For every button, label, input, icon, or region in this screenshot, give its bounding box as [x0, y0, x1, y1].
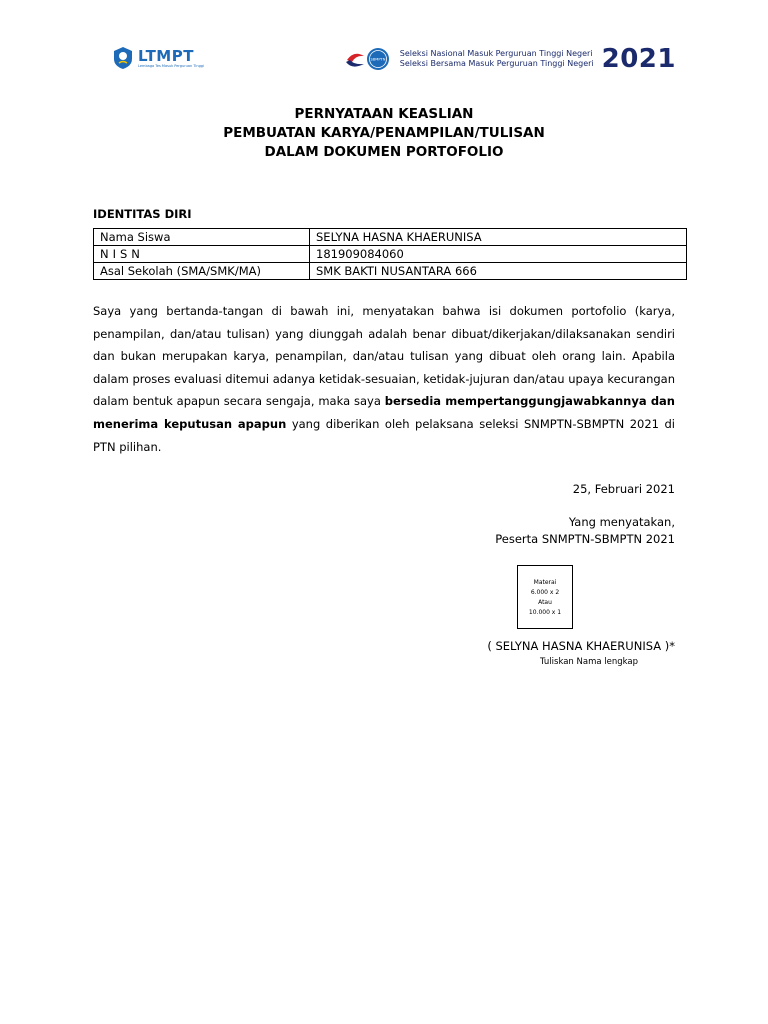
statement-bold-text: bersedia mempertanggungjawabkannya dan menerima keputusan apapun [93, 394, 675, 431]
name-value: SELYNA HASNA KHAERUNISA [310, 229, 687, 246]
header-year: 2021 [601, 44, 676, 74]
ltmpt-logo [112, 46, 204, 70]
nisn-value: 181909084060 [310, 246, 687, 263]
table-row [94, 229, 687, 246]
selection-names [400, 49, 594, 69]
name-label: Nama Siswa [94, 229, 310, 246]
signature-date: 25, Februari 2021 [572, 482, 675, 496]
signer-block [495, 514, 675, 548]
title-line-2: PEMBUATAN KARYA/PENAMPILAN/TULISAN [223, 125, 545, 141]
school-label: Asal Sekolah (SMA/SMK/MA) [94, 263, 310, 280]
tut-wuri-emblem-icon [112, 46, 134, 70]
stamp-line-3: Atau [538, 599, 552, 606]
title-line-1: PERNYATAAN KEASLIAN [294, 106, 474, 122]
stamp-placeholder [517, 565, 573, 629]
table-row [94, 246, 687, 263]
document-title [0, 105, 768, 162]
statement-paragraph [93, 300, 675, 458]
statement-text-1: Saya yang bertanda-tangan di bawah ini, menyatakan bahwa isi dokumen portofolio (karya, penampilan, dan/atau tulisan) yang diunggah adalah benar dibuat/dikerjakan/dilaksanakan sendiri dan bukan merupakan karya, penampilan, dan/atau tulisan yang dibuat oleh orang lain. Apabila dalam proses evaluasi ditemui adanya ketidak-sesuaian, ketidak-jujuran dan/atau upaya kecurangan dalam bentuk apapun secara sengaja, maka saya [93, 304, 676, 409]
signer-name: ( SELYNA HASNA KHAERUNISA )* [487, 639, 675, 653]
identity-heading: IDENTITAS DIRI [93, 207, 192, 221]
ltmpt-name: LTMPT [138, 47, 194, 65]
participant-label: Peserta SNMPTN-SBMPTN 2021 [495, 532, 675, 546]
stated-by-label: Yang menyatakan, [568, 515, 675, 529]
snmptn-sbmptn-logo-icon [344, 46, 394, 72]
nisn-label: NISN [94, 246, 310, 263]
seleksi-logo [344, 44, 676, 74]
stamp-line-1: Materai [533, 579, 557, 586]
identity-table [93, 228, 687, 280]
title-line-3: DALAM DOKUMEN PORTOFOLIO [264, 144, 504, 160]
table-row [94, 263, 687, 280]
signer-name-hint: Tuliskan Nama lengkap [540, 657, 639, 667]
stamp-line-2: 6.000 x 2 [530, 589, 560, 596]
ltmpt-tagline: Lembaga Tes Masuk Perguruan Tinggi [138, 64, 205, 68]
school-value: SMK BAKTI NUSANTARA 666 [310, 263, 687, 280]
logo-badge-text: SBMPTN [370, 57, 386, 62]
selection-line-2: Seleksi Bersama Masuk Perguruan Tinggi Negeri [399, 59, 594, 68]
selection-line-1: Seleksi Nasional Masuk Perguruan Tinggi Negeri [399, 49, 593, 58]
statement-text-2: yang diberikan oleh pelaksana seleksi SNMPTN-SBMPTN 2021 di PTN pilihan. [93, 416, 676, 454]
stamp-line-4: 10.000 x 1 [528, 609, 562, 616]
